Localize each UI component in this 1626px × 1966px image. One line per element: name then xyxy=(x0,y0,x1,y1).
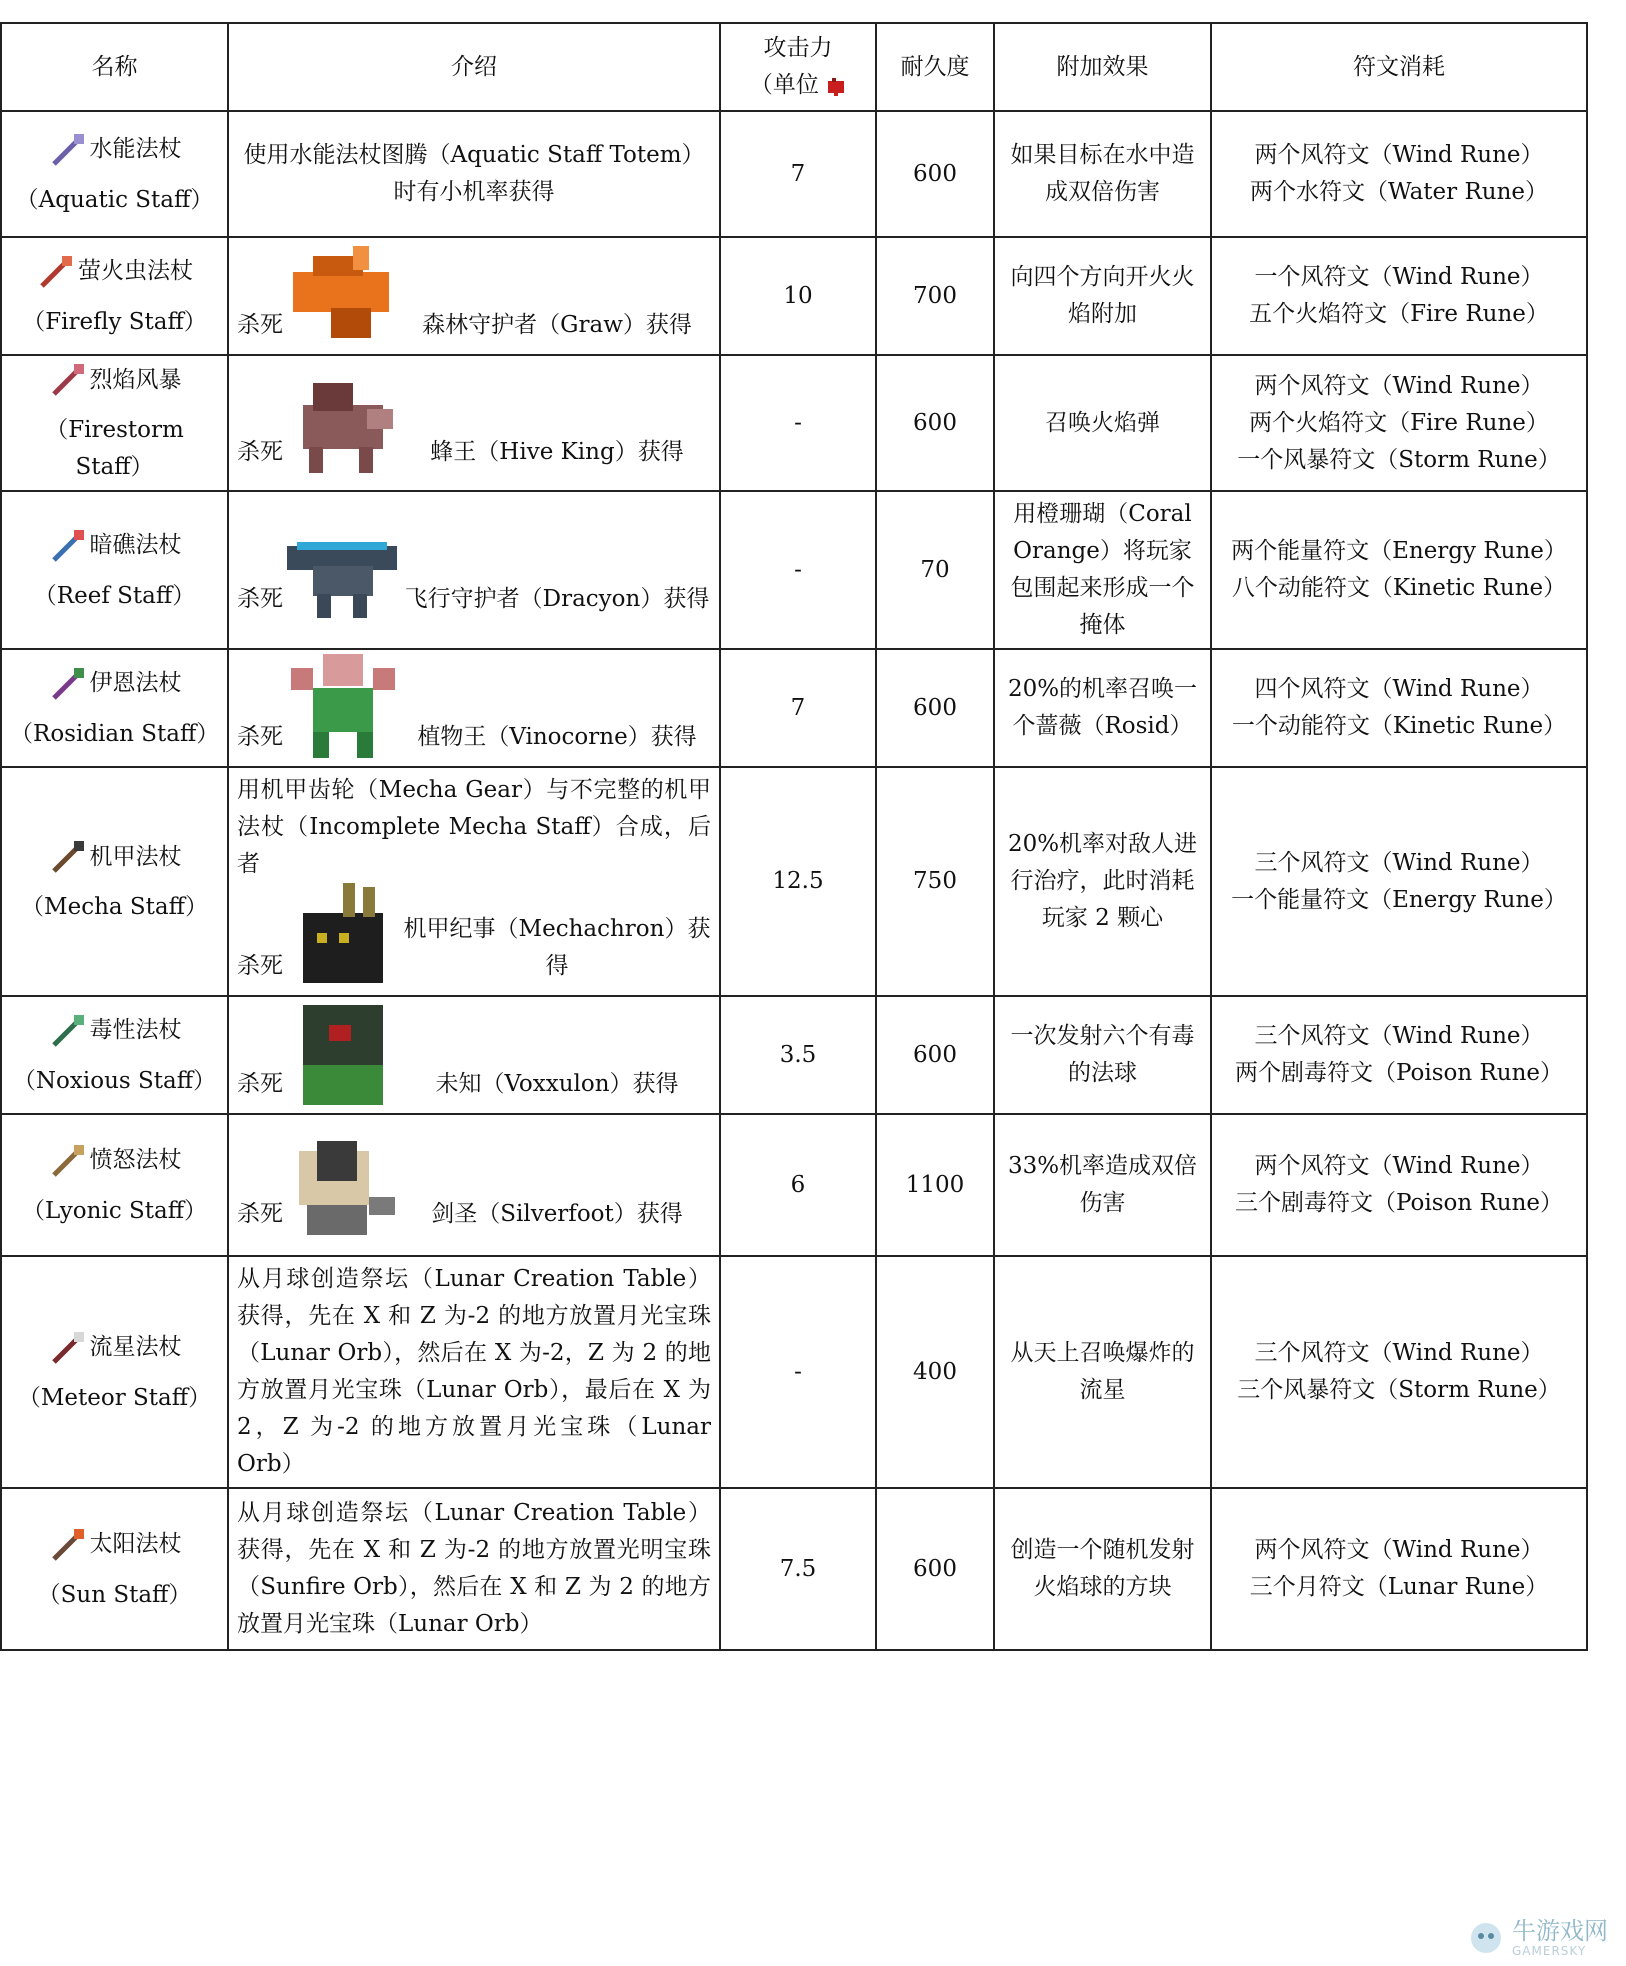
reef-staff-icon xyxy=(48,526,88,566)
effect-text: 创造一个随机发射火焰球的方块 xyxy=(994,1488,1211,1650)
meteor-staff-icon xyxy=(48,1328,88,1368)
staff-name-en: （Rosidian Staff） xyxy=(10,720,220,747)
intro-cell xyxy=(228,237,720,355)
intro-cell xyxy=(228,1114,720,1256)
name-cell xyxy=(1,355,228,491)
intro-text: 从月球创造祭坛（Lunar Creation Table）获得，先在 X 和 Z 为-2 的地方放置光明宝珠（Sunfire Orb），然后在 X 和 Z 为 2 的地方放置月光宝珠（Lunar Orb） xyxy=(228,1488,720,1650)
staff-name-cn: 流星法杖 xyxy=(89,1334,182,1360)
table-row xyxy=(1,491,1587,649)
durability-value: 70 xyxy=(876,491,994,649)
durability-value: 600 xyxy=(876,1488,994,1650)
attack-value: 10 xyxy=(720,237,876,355)
dracyon-mob-image xyxy=(283,516,403,624)
rune-cell xyxy=(1211,767,1587,996)
staff-name-cn: 机甲法杖 xyxy=(89,843,182,870)
rune-line: 两个水符文（Water Rune） xyxy=(1249,179,1549,205)
rune-line: 三个剧毒符文（Poison Rune） xyxy=(1234,1190,1564,1216)
intro-cell xyxy=(228,355,720,491)
name-cell xyxy=(1,491,228,649)
header-attack-line2: （单位 xyxy=(749,72,819,98)
rune-line: 两个风符文（Wind Rune） xyxy=(1254,1153,1544,1179)
rune-cell xyxy=(1211,1256,1587,1488)
header-rune: 符文消耗 xyxy=(1211,23,1587,111)
effect-text: 33%机率造成双倍伤害 xyxy=(994,1114,1211,1256)
staff-name-en: （Aquatic Staff） xyxy=(15,186,214,213)
attack-value: - xyxy=(720,491,876,649)
rune-cell xyxy=(1211,355,1587,491)
header-intro: 介绍 xyxy=(228,23,720,111)
table-row xyxy=(1,996,1587,1114)
table-row xyxy=(1,1114,1587,1256)
table-row xyxy=(1,767,1587,996)
rune-line: 五个火焰符文（Fire Rune） xyxy=(1249,301,1549,327)
kill-label: 杀死 xyxy=(237,439,283,465)
durability-value: 700 xyxy=(876,237,994,355)
kill-label: 杀死 xyxy=(237,586,283,612)
firefly-staff-icon xyxy=(36,252,76,292)
rune-line: 两个风符文（Wind Rune） xyxy=(1254,1537,1544,1563)
rune-line: 两个风符文（Wind Rune） xyxy=(1254,142,1544,168)
name-cell xyxy=(1,1114,228,1256)
attack-value: 7 xyxy=(720,649,876,767)
table-row xyxy=(1,1256,1587,1488)
intro-text: 从月球创造祭坛（Lunar Creation Table）获得，先在 X 和 Z 为-2 的地方放置月光宝珠（Lunar Orb），然后在 X 为-2，Z 为 2 的地方放置月光宝珠（Lunar Orb），最后在 X 为 2，Z 为-2 的地方放置月光宝珠（Lunar Orb） xyxy=(228,1256,720,1488)
rune-line: 两个能量符文（Energy Rune） xyxy=(1231,538,1567,564)
rune-line: 三个风符文（Wind Rune） xyxy=(1254,1023,1544,1049)
rune-line: 三个风符文（Wind Rune） xyxy=(1254,1340,1544,1366)
effect-text: 用橙珊瑚（Coral Orange）将玩家包围起来形成一个掩体 xyxy=(994,491,1211,649)
rune-cell xyxy=(1211,237,1587,355)
staff-name-cn: 伊恩法杖 xyxy=(89,670,182,696)
kill-target: 机甲纪事（Mechachron）获得 xyxy=(403,916,711,979)
sun-staff-icon xyxy=(48,1525,88,1565)
intro-text: 使用水能法杖图腾（Aquatic Staff Totem）时有小机率获得 xyxy=(228,111,720,237)
durability-value: 750 xyxy=(876,767,994,996)
effect-text: 20%的机率召唤一个蔷薇（Rosid） xyxy=(994,649,1211,767)
kill-label: 杀死 xyxy=(237,1071,283,1097)
rune-cell xyxy=(1211,1488,1587,1650)
kill-label: 杀死 xyxy=(237,953,283,979)
intro-cell xyxy=(228,996,720,1114)
durability-value: 1100 xyxy=(876,1114,994,1256)
effect-text: 20%机率对敌人进行治疗，此时消耗玩家 2 颗心 xyxy=(994,767,1211,996)
staff-name-en: （Noxious Staff） xyxy=(12,1067,217,1094)
kill-label: 杀死 xyxy=(237,724,283,750)
rune-line: 四个风符文（Wind Rune） xyxy=(1254,676,1544,702)
intro-cell xyxy=(228,649,720,767)
attack-value: 6 xyxy=(720,1114,876,1256)
kill-target: 植物王（Vinocorne）获得 xyxy=(417,724,697,750)
staff-name-en: （Sun Staff） xyxy=(37,1581,192,1608)
staff-name-en: （Reef Staff） xyxy=(33,582,196,609)
staff-name-en: （Mecha Staff） xyxy=(21,894,208,920)
heart-icon xyxy=(826,75,846,97)
name-cell xyxy=(1,1488,228,1650)
effect-text: 召唤火焰弹 xyxy=(994,355,1211,491)
attack-value: 3.5 xyxy=(720,996,876,1114)
mecha-staff-icon xyxy=(48,837,88,877)
table-row xyxy=(1,1488,1587,1650)
watermark xyxy=(1466,1918,1608,1958)
staff-name-cn: 愤怒法杖 xyxy=(89,1147,182,1173)
header-row xyxy=(1,23,1587,111)
table-row xyxy=(1,355,1587,491)
staff-name-cn: 水能法杖 xyxy=(89,136,182,162)
table-row xyxy=(1,111,1587,237)
rune-line: 一个能量符文（Energy Rune） xyxy=(1231,886,1567,913)
rune-line: 一个风暴符文（Storm Rune） xyxy=(1237,446,1561,473)
staff-name-cn: 暗礁法杖 xyxy=(89,532,182,558)
header-name: 名称 xyxy=(1,23,228,111)
header-attack-line1: 攻击力 xyxy=(763,35,833,61)
staff-name-en: （Firestorm Staff） xyxy=(45,417,184,480)
rune-line: 八个动能符文（Kinetic Rune） xyxy=(1231,575,1567,601)
header-effect: 附加效果 xyxy=(994,23,1211,111)
rune-cell xyxy=(1211,1114,1587,1256)
name-cell xyxy=(1,237,228,355)
graw-mob-image xyxy=(283,242,403,350)
rune-line: 一个动能符文（Kinetic Rune） xyxy=(1231,713,1567,739)
attack-value: 12.5 xyxy=(720,767,876,996)
name-cell xyxy=(1,767,228,996)
aquatic-staff-icon xyxy=(48,130,88,170)
header-durability: 耐久度 xyxy=(876,23,994,111)
durability-value: 600 xyxy=(876,111,994,237)
noxious-staff-icon xyxy=(48,1011,88,1051)
watermark-site: 牛游戏网 xyxy=(1512,1917,1608,1945)
intro-cell xyxy=(228,491,720,649)
attack-value: - xyxy=(720,1256,876,1488)
name-cell xyxy=(1,649,228,767)
staff-name-cn: 萤火虫法杖 xyxy=(78,258,193,284)
firestorm-staff-icon xyxy=(48,360,88,400)
kill-label: 杀死 xyxy=(237,1201,283,1227)
kill-label: 杀死 xyxy=(237,312,283,338)
rune-line: 三个月符文（Lunar Rune） xyxy=(1249,1574,1549,1600)
effect-text: 一次发射六个有毒的法球 xyxy=(994,996,1211,1114)
watermark-latin: GAMERSKY xyxy=(1512,1944,1587,1958)
lyonic-staff-icon xyxy=(48,1141,88,1181)
kill-target: 蜂王（Hive King）获得 xyxy=(430,439,684,465)
rune-line: 一个风符文（Wind Rune） xyxy=(1254,264,1544,290)
kill-target: 未知（Voxxulon）获得 xyxy=(435,1071,679,1097)
mechachron-mob-image xyxy=(283,883,403,991)
staff-name-cn: 烈焰风暴 xyxy=(89,366,182,393)
effect-text: 向四个方向开火火焰附加 xyxy=(994,237,1211,355)
rune-cell xyxy=(1211,111,1587,237)
durability-value: 600 xyxy=(876,649,994,767)
rune-line: 三个风符文（Wind Rune） xyxy=(1254,849,1544,876)
kill-target: 森林守护者（Graw）获得 xyxy=(422,312,692,338)
mascot-icon xyxy=(1466,1918,1506,1958)
effect-text: 如果目标在水中造成双倍伤害 xyxy=(994,111,1211,237)
kill-target: 飞行守护者（Dracyon）获得 xyxy=(404,586,710,612)
table-row xyxy=(1,237,1587,355)
table-row xyxy=(1,649,1587,767)
rune-line: 两个剧毒符文（Poison Rune） xyxy=(1234,1060,1564,1086)
rune-line: 两个风符文（Wind Rune） xyxy=(1254,372,1544,399)
voxxulon-mob-image xyxy=(283,1001,403,1109)
rune-cell xyxy=(1211,491,1587,649)
kill-target: 剑圣（Silverfoot）获得 xyxy=(431,1201,683,1227)
rune-line: 三个风暴符文（Storm Rune） xyxy=(1237,1377,1561,1403)
staff-name-en: （Lyonic Staff） xyxy=(21,1197,208,1224)
effect-text: 从天上召唤爆炸的流星 xyxy=(994,1256,1211,1488)
staff-name-en: （Meteor Staff） xyxy=(17,1384,212,1411)
staff-name-cn: 毒性法杖 xyxy=(89,1017,182,1043)
rune-line: 两个火焰符文（Fire Rune） xyxy=(1249,409,1549,436)
attack-value: 7 xyxy=(720,111,876,237)
hive-king-mob-image xyxy=(283,369,403,477)
rune-cell xyxy=(1211,996,1587,1114)
staff-name-cn: 太阳法杖 xyxy=(89,1531,182,1557)
rune-cell xyxy=(1211,649,1587,767)
name-cell xyxy=(1,1256,228,1488)
intro-text: 用机甲齿轮（Mecha Gear）与不完整的机甲法杖（Incomplete Mecha Staff）合成，后者 xyxy=(237,777,711,877)
staff-table xyxy=(0,22,1588,1651)
header-attack xyxy=(720,23,876,111)
name-cell xyxy=(1,996,228,1114)
durability-value: 600 xyxy=(876,355,994,491)
staff-name-en: （Firefly Staff） xyxy=(22,308,207,335)
durability-value: 600 xyxy=(876,996,994,1114)
rosidian-staff-icon xyxy=(48,664,88,704)
silverfoot-mob-image xyxy=(283,1131,403,1239)
vinocorne-mob-image xyxy=(283,654,403,762)
name-cell xyxy=(1,111,228,237)
attack-value: 7.5 xyxy=(720,1488,876,1650)
intro-cell xyxy=(228,767,720,996)
durability-value: 400 xyxy=(876,1256,994,1488)
attack-value: - xyxy=(720,355,876,491)
